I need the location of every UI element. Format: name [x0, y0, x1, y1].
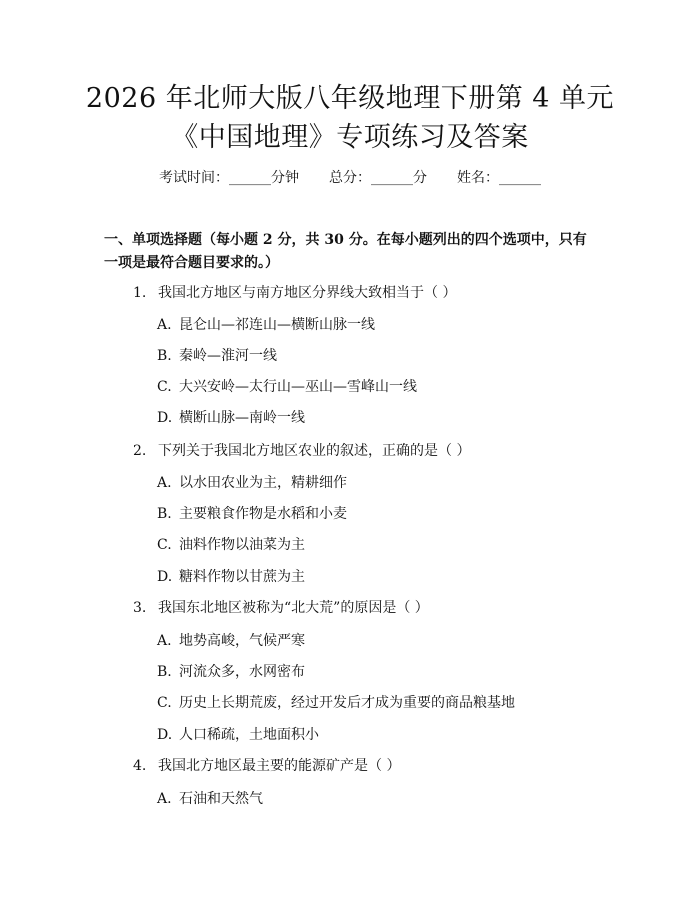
total-score-field: 总分：______分 [329, 170, 427, 186]
option-letter: D. [157, 569, 173, 585]
question-number: 3. [133, 600, 147, 616]
question-number: 2. [133, 443, 147, 459]
option-text: 以水田农业为主，精耕细作 [179, 475, 347, 491]
exam-time-field: 考试时间：______分钟 [159, 170, 299, 186]
student-name-field: 姓名：______ [457, 170, 541, 186]
option-letter: C. [157, 537, 172, 553]
option-text: 横断山脉—南岭一线 [179, 410, 305, 426]
option-text: 大兴安岭—太行山—巫山—雪峰山一线 [179, 379, 417, 395]
question-1 [133, 283, 456, 303]
question-1-option-a [157, 315, 375, 335]
option-text: 糖料作物以甘蔗为主 [179, 569, 305, 585]
question-4-option-a [157, 789, 263, 809]
option-letter: D. [157, 410, 173, 426]
question-2 [133, 441, 470, 461]
question-number: 1. [133, 285, 147, 301]
option-text: 秦岭—淮河一线 [179, 348, 277, 364]
section-heading: 一、单项选择题（每小题 2 分，共 30 分。在每小题列出的四个选项中，只有一项是最符合题目要求的。） [104, 232, 587, 271]
document-title-line-2: 《中国地理》专项练习及答案 [171, 122, 529, 153]
option-text: 油料作物以油菜为主 [179, 537, 305, 553]
question-4 [133, 756, 400, 776]
option-letter: A. [157, 633, 172, 649]
question-1-option-c [157, 377, 417, 397]
question-3 [133, 598, 429, 618]
question-2-option-d [157, 567, 305, 587]
exam-meta [0, 168, 700, 188]
question-number: 4. [133, 758, 147, 774]
question-3-option-c [157, 693, 515, 713]
question-text: 我国北方地区最主要的能源矿产是（ ） [158, 758, 401, 774]
option-letter: C. [157, 695, 172, 711]
question-2-option-c [157, 535, 305, 555]
option-letter: C. [157, 379, 172, 395]
question-text: 下列关于我国北方地区农业的叙述，正确的是（ ） [158, 443, 471, 459]
option-letter: B. [157, 506, 172, 522]
option-text: 昆仑山—祁连山—横断山脉一线 [179, 317, 375, 333]
option-letter: B. [157, 664, 172, 680]
document-title-line-1: 2026 年北师大版八年级地理下册第 4 单元 [85, 83, 615, 114]
question-2-option-a [157, 473, 347, 493]
option-letter: B. [157, 348, 172, 364]
option-letter: A. [157, 475, 172, 491]
question-3-option-a [157, 631, 305, 651]
question-text: 我国东北地区被称为“北大荒”的原因是（ ） [158, 600, 429, 616]
question-3-option-d [157, 725, 319, 745]
question-1-option-d [157, 408, 305, 428]
option-text: 石油和天然气 [179, 791, 263, 807]
option-letter: A. [157, 317, 172, 333]
option-text: 主要粮食作物是水稻和小麦 [179, 506, 347, 522]
option-text: 地势高峻，气候严寒 [179, 633, 305, 649]
option-text: 人口稀疏，土地面积小 [179, 727, 319, 743]
option-letter: A. [157, 791, 172, 807]
question-3-option-b [157, 662, 305, 682]
question-text: 我国北方地区与南方地区分界线大致相当于（ ） [158, 285, 457, 301]
option-letter: D. [157, 727, 173, 743]
question-1-option-b [157, 346, 277, 366]
question-2-option-b [157, 504, 347, 524]
option-text: 河流众多，水网密布 [179, 664, 305, 680]
option-text: 历史上长期荒废，经过开发后才成为重要的商品粮基地 [179, 695, 515, 711]
